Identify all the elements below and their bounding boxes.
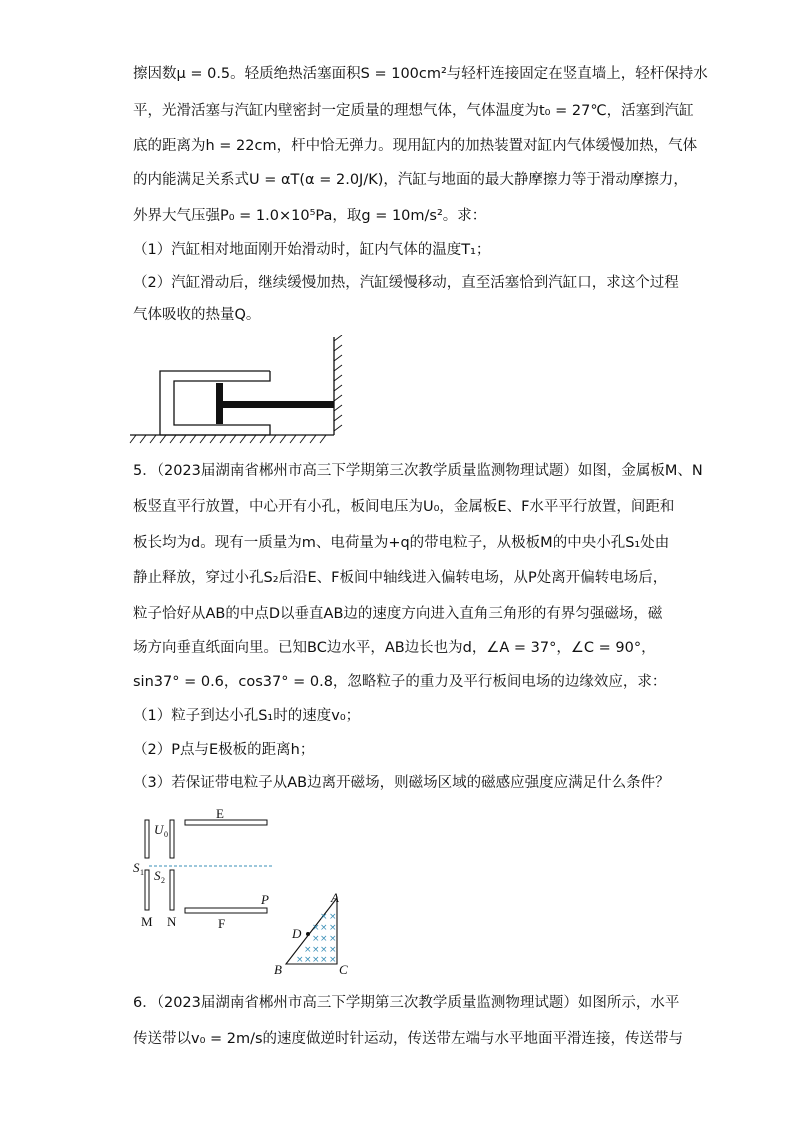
text-line: 静止释放，穿过小孔S₂后沿E、F板间中轴线进入偏转电场，从P处离开偏转电场后， [133,570,668,586]
label-m: M [141,914,153,929]
question-part-1: （1）汽缸相对地面刚开始滑动时，缸内气体的温度T₁； [133,242,491,258]
field-mark: × [312,955,320,965]
field-mark: × [304,955,312,965]
question-part-2: （2）P点与E极板的距离h； [133,742,315,758]
label-d: D [292,926,302,941]
label-u0-sub: 0 [164,830,168,839]
field-mark: × [320,934,328,944]
text-line: sin37° = 0.6，cos37° = 0.8，忽略粒子的重力及平行板间电场的边缘效应，求： [133,674,667,690]
field-mark: × [320,912,328,922]
question-6-header: 6．（2023届湖南省郴州市高三下学期第三次教学质量监测物理试题）如图所示，水平 [133,995,680,1011]
field-mark: × [320,945,328,955]
text-line: 场方向垂直纸面向里。已知BC边水平，AB边长也为d，∠A = 37°，∠C = 90°， [133,640,656,656]
field-mark: × [329,945,337,955]
label-s1: S [133,860,140,875]
label-f: F [218,916,226,931]
label-n: N [167,914,177,929]
question-part-3: （3）若保证带电粒子从AB边离开磁场，则磁场区域的磁感应强度应满足什么条件？ [133,775,670,791]
text-line: 板长均为d。现有一质量为m、电荷量为+q的带电粒子，从极板M的中央小孔S₁处由 [133,535,670,551]
field-mark: × [329,912,337,922]
cylinder-figure [128,335,350,445]
label-p: P [261,892,269,907]
label-s1-sub: 1 [140,868,144,877]
field-mark: × [296,955,304,965]
question-part-1: （1）粒子到达小孔S₁时的速度v₀； [133,708,361,724]
text-line: 的内能满足关系式U = αT(α = 2.0J/K)，汽缸与地面的最大静摩擦力等于滑动摩擦力， [133,172,688,188]
field-mark: × [312,934,320,944]
text-line: 传送带以v₀ = 2m/s的速度做逆时针运动，传送带左端与水平地面平滑连接，传送带与 [133,1031,684,1047]
field-mark: × [329,923,337,933]
text-line: 擦因数μ = 0.5。轻质绝热活塞面积S = 100cm²与轻杆连接固定在竖直墙上，轻杆保持水 [133,66,708,82]
field-mark: × [320,955,328,965]
label-c: C [339,962,348,977]
text-line: 底的距离为h = 22cm，杆中恰无弹力。现用缸内的加热装置对缸内气体缓慢加热，气体 [133,138,698,154]
label-a: A [331,890,339,905]
field-mark: × [312,923,320,933]
label-b: B [274,962,282,977]
label-s2: S [154,868,161,883]
plates-field-figure [130,806,360,978]
field-mark: × [329,934,337,944]
question-part-2: （2）汽缸滑动后，继续缓慢加热，汽缸缓慢移动，直至活塞恰到汽缸口，求这个过程 [133,275,679,291]
text-line: 外界大气压强P₀ = 1.0×10⁵Pa，取g = 10m/s²。求： [133,208,487,224]
field-mark: × [320,923,328,933]
field-mark: × [312,945,320,955]
label-s2-sub: 2 [161,876,165,885]
question-5-header: 5．（2023届湖南省郴州市高三下学期第三次教学质量监测物理试题）如图，金属板M、N [133,463,703,479]
text-line: 平，光滑活塞与汽缸内壁密封一定质量的理想气体，气体温度为t₀ = 27℃，活塞到汽缸 [133,103,694,119]
text-line: 粒子恰好从AB的中点D以垂直AB边的速度方向进入直角三角形的有界匀强磁场，磁 [133,606,663,622]
label-u0: U [154,822,164,837]
text-line: 板竖直平行放置，中心开有小孔，板间电压为U₀，金属板E、F水平平行放置，间距和 [133,499,675,515]
field-mark: × [329,955,337,965]
field-mark: × [304,945,312,955]
label-e: E [216,806,224,821]
text-line: 气体吸收的热量Q。 [133,307,261,323]
